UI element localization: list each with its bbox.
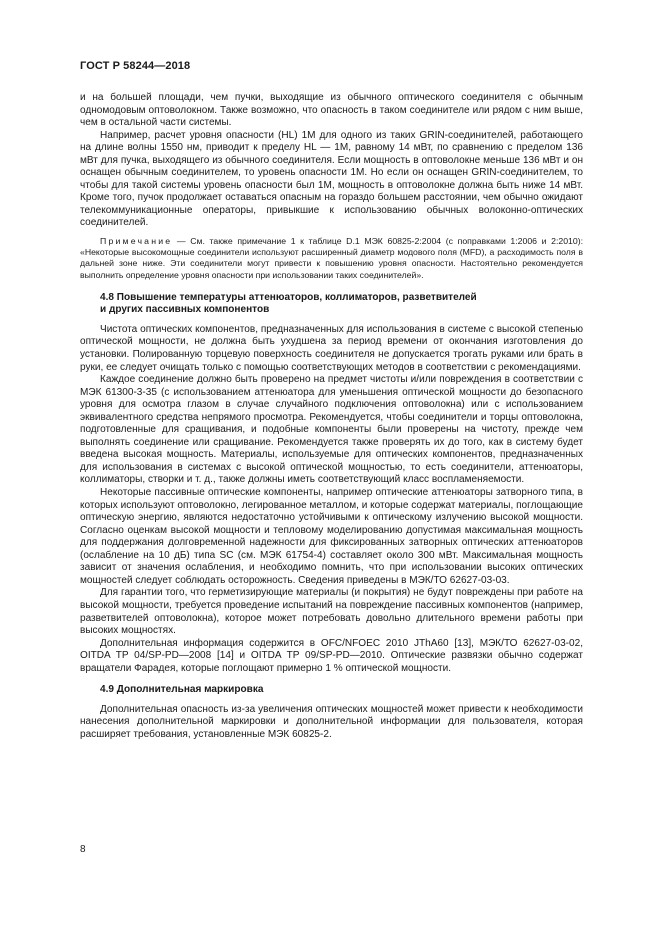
section-4-8-paragraph: Каждое соединение должно быть проверено на предмет чистоты и/или повреждения в соответствии с МЭК 61300-3-35 (с использованием аттенюатора для уменьшения оптической мощности до безопасного уровня для осмотра глазом в случае случайного подключения оптоволокна) или с использованием эквивалентного средства непрямого просмотра. Рекомендуется, чтобы соединители и торцы оптоволокна, подготовленные для сращивания, и подобные компоненты были проверены на чистоту, прежде чем выполнять соединение или сращивание. Рекомендуется также проверять их до того, как в систему будет введена высокая мощность. Материалы, используемые для оптических компонентов, предназначенных для использования в системах с высокой оптической мощностью, то есть соединители, аттенюаторы, коллиматоры, створки и т. д., также должны иметь соответствующий класс воспламеняемости. [80,374,583,486]
document-header: ГОСТ Р 58244—2018 [80,60,191,72]
note-block [80,236,583,281]
section-4-8-title-line2: и других пассивных компонентов [100,304,270,316]
document-body [80,92,583,741]
section-4-9-paragraph: Дополнительная опасность из-за увеличения оптических мощностей может привести к необходимости нанесения дополнительной маркировки и дополнительной информации для пользователя, которая расширяет требования, установленные МЭК 60825-2. [80,703,583,740]
section-4-9-heading: 4.9 Дополнительная маркировка [100,684,264,696]
note-text: — См. также примечание 1 к таблице D.1 МЭК 60825-2:2004 (с поправками 1:2006 и 2:2010): «Некоторые высокомощные соединители используют расширенный диаметр модового поля (MFD), а расходимость поля в дальней зоне ниже. Эти соединители могут привести к повышению уровня опасности. Настоятельно рекомендуется выполнить определение уровня опасности при использовании таких соединителей». [80,236,583,280]
page-number: 8 [80,844,86,855]
section-4-8-heading [80,292,583,317]
paragraph-grin-example: Например, расчет уровня опасности (HL) 1М для одного из таких GRIN-соединителей, работающего на длине волны 1550 нм, приводит к пределу HL — 1М, равному 14 мВт, по сравнению с пределом 136 мВт для пучка, выходящего из обычного соединителя. Если мощность в оптоволокне меньше 136 мВт и он оснащен обычным соединителем, то уровень опасности 1М. Но если он оснащен GRIN-соединителем, то чтобы для такой системы уровень опасности был 1М, мощность в оптоволокне должна быть ниже 14 мВт. Кроме того, пучок продолжает оставаться опасным на гораздо большем расстоянии, чем обычно ожидают телекоммуникационные операторы, привыкшие к использованию обычных волоконно-оптических соединителей. [80,129,583,229]
section-4-8-paragraph: Для гарантии того, что герметизирующие материалы (и покрытия) не будут повреждены при работе на высокой мощности, требуется проведение испытаний на повреждение пассивных компонентов (например, разветвителей оптоволокна), которое может потребовать довольно длительного времени работы при высоких мощностях. [80,587,583,637]
section-4-8-paragraph: Дополнительная информация содержится в OFC/NFOEC 2010 JThA60 [13], МЭК/ТО 62627-03-02, OITDA TP 04/SP-PD—2008 [14] и OITDA TP 09/SP-PD—2010. Оптические развязки обычно содержат вращатели Фарадея, которые поглощают примерно 1 % оптической мощности. [80,637,583,674]
section-4-8-paragraph: Некоторые пассивные оптические компоненты, например оптические аттенюаторы затворного типа, в которых используют оптоволокно, легированное металлом, и которые содержат материалы, поглощающие оптическую энергию, являются недостаточно устойчивыми к оптическому излучению высокой мощности. Согласно оценкам высокой мощности и тепловому моделированию допустимая максимальная мощность для поддержания долговременной надежности для фиксированных затворных оптических аттенюаторов (ослабление на 10 дБ) типа SC (см. МЭК 61754-4) составляет около 300 мВт. Максимальная мощность зависит от значения ослабления, и необходимо помнить, что при использовании высоких оптических мощностей следует соблюдать осторожность. Сведения приведены в МЭК/ТО 62627-03-03. [80,487,583,586]
section-4-8-paragraph: Чистота оптических компонентов, предназначенных для использования в системе с высокой степенью оптической мощности, не должна быть ухудшена за период времени от окончания изготовления до установки. Полированную торцевую поверхность соединителя не допускается трогать руками или брать в руки, ее следует очищать только с помощью соответствующих методов в соответствии с рекомендациями. [80,323,583,373]
paragraph-continuation: и на большей площади, чем пучки, выходящие из обычного оптического соединителя с обычным одномодовым оптоволокном. Также возможно, что опасность в таком соединителе или рядом с ним выше, чем в остальной части системы. [80,92,583,129]
note-label: Примечание [100,236,173,247]
section-4-8-title-line1: 4.8 Повышение температуры аттенюаторов, коллиматоров, разветвителей [100,291,477,303]
